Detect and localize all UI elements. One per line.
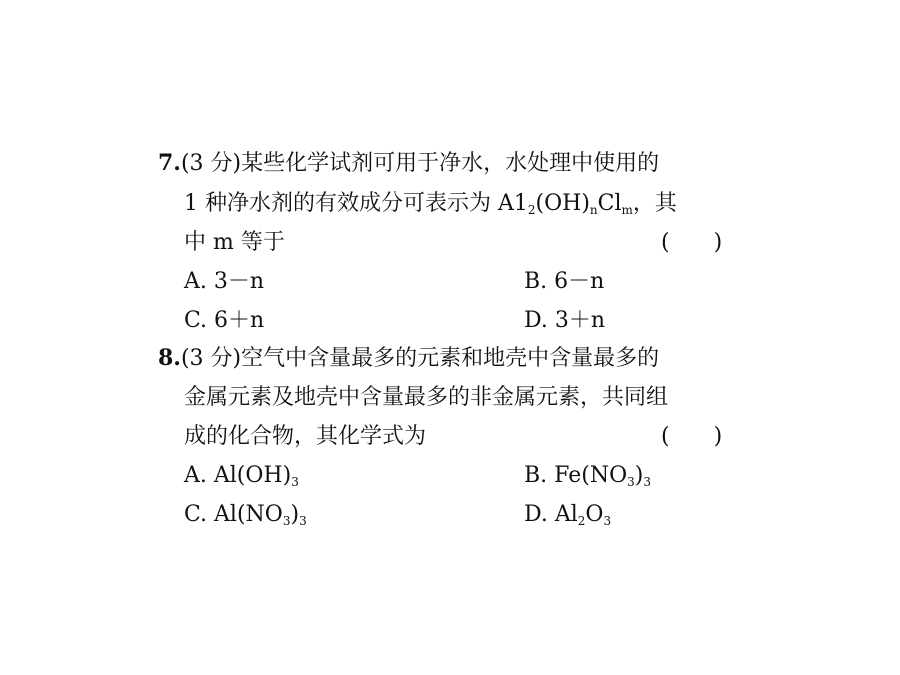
q7-answer-blank: ( ) bbox=[661, 230, 723, 255]
q7-line2-text-a: 1 种净水剂的有效成分可表示为 A1 bbox=[184, 191, 528, 216]
q7-option-d: D. 3＋n bbox=[524, 308, 606, 333]
q8-option-b-text-a: B. Fe(NO bbox=[524, 463, 628, 488]
q8-subscript: 3 bbox=[627, 475, 635, 489]
q8-option-a bbox=[184, 461, 299, 491]
q7-option-b: B. 6－n bbox=[524, 269, 605, 294]
q8-line3: 成的化合物，其化学式为 bbox=[184, 424, 427, 449]
q7-line3: 中 m 等于 bbox=[184, 230, 285, 255]
q8-option-b bbox=[524, 461, 651, 491]
q8-line2: 金属元素及地壳中含量最多的非金属元素，共同组 bbox=[184, 385, 669, 410]
q7-subscript: m bbox=[621, 203, 633, 217]
q8-option-c-text-a: C. Al(NO bbox=[184, 502, 283, 527]
q8-subscript: 3 bbox=[299, 514, 307, 528]
q7-number: 7. bbox=[158, 150, 181, 176]
q8-option-b-text-b: ) bbox=[634, 463, 644, 488]
q7-line2-text-c: Cl bbox=[597, 191, 622, 216]
q7-line2 bbox=[184, 189, 677, 219]
q8-subscript: 2 bbox=[577, 514, 586, 528]
q7-line2-text-b: (OH) bbox=[535, 191, 590, 216]
q7-line2-text-d: ，其 bbox=[632, 191, 677, 216]
q8-number: 8. bbox=[158, 345, 181, 371]
q8-option-d-text-b: O bbox=[585, 502, 604, 527]
q7-option-c: C. 6＋n bbox=[184, 308, 265, 333]
q8-subscript: 3 bbox=[291, 475, 299, 489]
q7-line1 bbox=[158, 148, 659, 179]
q8-option-d bbox=[524, 500, 611, 530]
q8-line1 bbox=[158, 343, 659, 374]
q7-option-a: A. 3－n bbox=[184, 269, 265, 294]
q8-option-d-text-a: D. Al bbox=[524, 502, 578, 527]
q7-subscript: 2 bbox=[527, 203, 536, 217]
q8-subscript: 3 bbox=[643, 475, 651, 489]
q7-subscript: n bbox=[589, 203, 598, 217]
q8-option-a-text: A. Al(OH) bbox=[184, 463, 292, 488]
q8-answer-blank: ( ) bbox=[661, 424, 723, 449]
q8-subscript: 3 bbox=[603, 514, 612, 528]
q7-stem-line1: (3 分)某些化学试剂可用于净水，水处理中使用的 bbox=[180, 151, 660, 176]
q8-option-c-text-b: ) bbox=[290, 502, 300, 527]
q8-subscript: 3 bbox=[282, 514, 291, 528]
q8-stem-line1: (3 分)空气中含量最多的元素和地壳中含量最多的 bbox=[180, 346, 660, 371]
q8-option-c bbox=[184, 500, 307, 530]
